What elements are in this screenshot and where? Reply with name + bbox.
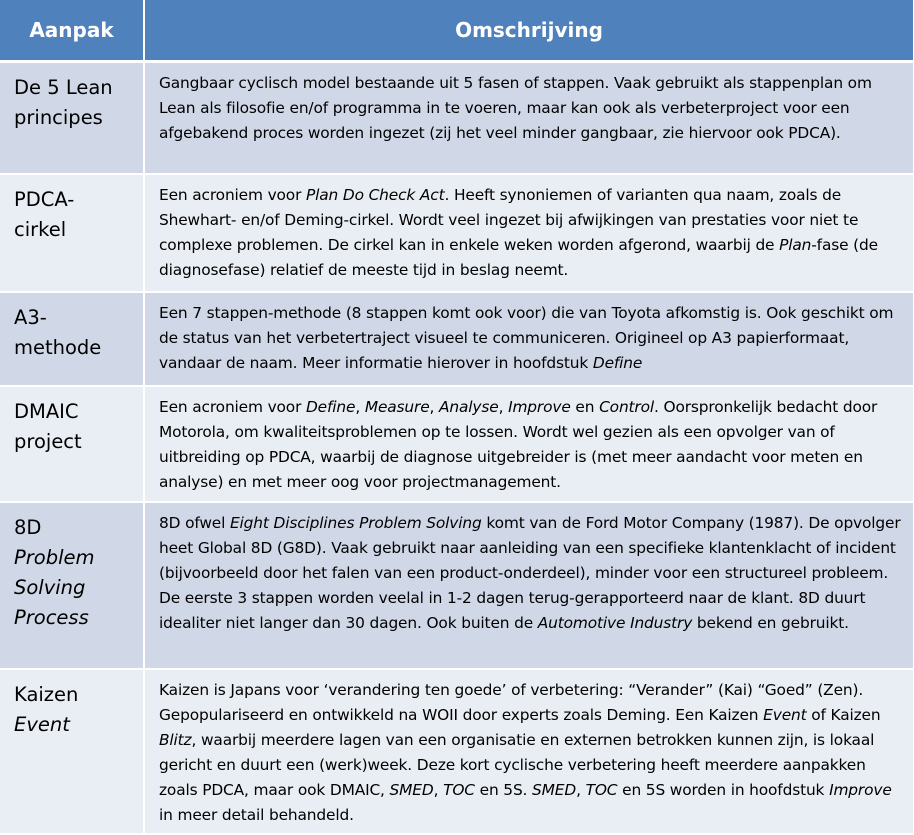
text-segment: of Kaizen xyxy=(806,706,881,724)
text-segment: 8D ofwel xyxy=(159,514,230,532)
text-segment: Kaizen xyxy=(14,683,79,706)
italic-text: Measure xyxy=(364,398,430,416)
text-segment: , xyxy=(576,781,586,799)
cell-aanpak xyxy=(0,670,145,835)
text-segment: , xyxy=(429,398,440,416)
table-row xyxy=(0,503,913,670)
text-segment: Gangbaar cyclisch model bestaande uit 5 fasen of stappen. Vaak gebruikt als stappenplan om Lean als filosofie en/of programma in te voeren, maar kan ook als verbeterproject voor een afgebakend proces worden ingezet (zij het veel minder gangbaar, zie hiervoor ook PDCA). xyxy=(159,74,872,142)
text-segment: . Heeft synoniemen of varianten qua naam, zoals de Shewhart- en/of Deming-cirkel. Wordt veel ingezet bij afwijkingen van prestaties voor niet te complexe problemen. De cirkel kan in enkele weken worden afgerond, waarbij de xyxy=(159,186,859,254)
text-segment: Kaizen is Japans voor ‘verandering ten goede’ of verbetering: “Verander” (Kai) “Goed” (Zen). Gepopulariseerd en ontwikkeld na WOII door experts zoals Deming. Een Kaizen xyxy=(159,681,864,724)
text-segment: , xyxy=(355,398,365,416)
text-segment: , xyxy=(433,781,444,799)
text-segment: bekend en gebruikt. xyxy=(692,614,849,632)
text-segment: project xyxy=(14,430,82,453)
italic-text: Automotive Industry xyxy=(537,614,693,632)
header-aanpak: Aanpak xyxy=(0,0,145,63)
text-segment: komt van de Ford Motor Company (1987). De opvolger heet Global 8D (G8D). Vaak gebruikt naar aanleiding van een specifieke klantenklacht of incident (bijvoorbeeld door het falen van een product-onderdeel), minder voor een structureel probleem. De eerste 3 stappen worden veelal in 1-2 dagen terug-gerapporteerd naar de klant. 8D duurt idealiter niet langer dan 30 dagen. Ook buiten de xyxy=(159,514,901,632)
italic-text: Analyse xyxy=(439,398,499,416)
table-row xyxy=(0,293,913,387)
table-row xyxy=(0,670,913,835)
italic-text: SMED xyxy=(389,781,434,799)
cell-aanpak xyxy=(0,293,145,387)
cell-omschrijving xyxy=(145,63,913,175)
text-segment: -fase (de diagnosefase) relatief de meeste tijd in beslag neemt. xyxy=(159,236,878,279)
text-segment: DMAIC xyxy=(14,400,79,423)
italic-text: Eight Disciplines Problem Solving xyxy=(229,514,482,532)
text-segment: en 5S. xyxy=(474,781,533,799)
header-omschrijving: Omschrijving xyxy=(145,0,913,63)
text-segment: en 5S worden in hoofdstuk xyxy=(617,781,830,799)
text-segment: , xyxy=(498,398,509,416)
text-segment: cirkel xyxy=(14,218,67,241)
text-segment: PDCA- xyxy=(14,188,75,211)
italic-text: Control xyxy=(599,398,654,416)
table-row xyxy=(0,63,913,175)
text-segment: en xyxy=(570,398,600,416)
text-segment: principes xyxy=(14,106,103,129)
italic-text: Blitz xyxy=(159,731,192,749)
cell-aanpak xyxy=(0,503,145,670)
italic-text: Improve xyxy=(508,398,571,416)
italic-text: Define xyxy=(592,354,643,372)
text-segment: Een 7 stappen-methode (8 stappen komt ook voor) die van Toyota afkomstig is. Ook geschikt om de status van het verbetertraject visueel te communiceren. Origineel op A3 papierformaat, vandaar de naam. Meer informatie hierover in hoofdstuk xyxy=(159,304,894,372)
text-segment: , waarbij meerdere lagen van een organisatie en externen betrokken kunnen zijn, is lokaal gericht en duurt een (werk)week. Deze kort cyclische verbetering heeft meerdere aanpakken zoals PDCA, maar ook DMAIC, xyxy=(159,731,875,799)
text-segment: 8D xyxy=(14,516,42,539)
table-header-row xyxy=(0,0,913,63)
italic-text: TOC xyxy=(585,781,618,799)
cell-omschrijving xyxy=(145,293,913,387)
cell-omschrijving xyxy=(145,387,913,503)
text-segment: in meer detail behandeld. xyxy=(159,806,354,824)
table-row xyxy=(0,387,913,503)
cell-omschrijving xyxy=(145,503,913,670)
italic-text: SMED xyxy=(532,781,577,799)
text-segment: Een acroniem voor xyxy=(159,398,306,416)
italic-text: Define xyxy=(305,398,356,416)
italic-text: Event xyxy=(763,706,807,724)
cell-aanpak xyxy=(0,63,145,175)
text-segment: A3- xyxy=(14,306,47,329)
cell-aanpak xyxy=(0,175,145,293)
table-row xyxy=(0,175,913,293)
italic-text: Event xyxy=(14,713,70,736)
italic-text: Improve xyxy=(829,781,892,799)
italic-text: Solving xyxy=(14,576,86,599)
italic-text: Problem xyxy=(14,546,95,569)
italic-text: Process xyxy=(14,606,89,629)
text-segment: . Oorspronkelijk bedacht door Motorola, om kwaliteitsproblemen op te lossen. Wordt wel gezien als een opvolger van of uitbreiding op PDCA, waarbij de diagnose uitgebreider is (met meer aandacht voor meten en analyse) en met meer oog voor projectmanagement. xyxy=(159,398,878,491)
italic-text: Plan xyxy=(779,236,812,254)
text-segment: methode xyxy=(14,336,102,359)
italic-text: TOC xyxy=(443,781,475,799)
text-segment: Een acroniem voor xyxy=(159,186,306,204)
cell-aanpak xyxy=(0,387,145,503)
cell-omschrijving xyxy=(145,670,913,835)
cell-omschrijving xyxy=(145,175,913,293)
italic-text: Plan Do Check Act xyxy=(305,186,445,204)
text-segment: De 5 Lean xyxy=(14,76,113,99)
